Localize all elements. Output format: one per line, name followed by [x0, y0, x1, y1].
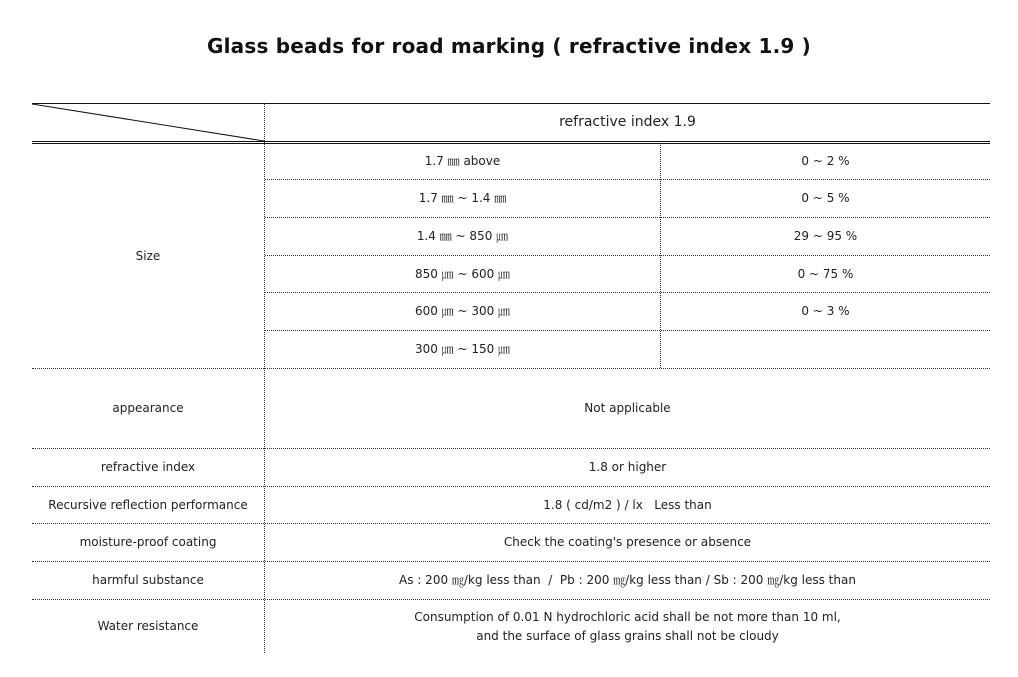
refractive-index-label: refractive index	[100, 460, 196, 474]
header-corner-diagonal	[32, 103, 265, 142]
water-resistance-value	[265, 600, 990, 653]
size-label: Size	[135, 248, 161, 263]
size-value-cell: 29 ~ 95 %	[793, 229, 858, 243]
size-range-cell: 1.4 ㎜ ~ 850 ㎛	[416, 229, 509, 243]
page-title: Glass beads for road marking ( refractive index 1.9 )	[206, 34, 812, 58]
moisture-proof-coating-value: Check the coating's presence or absence	[503, 535, 752, 549]
harmful-substance-label: harmful substance	[92, 573, 204, 587]
size-value-cell: 0 ~ 75 %	[797, 266, 854, 281]
refractive-index-value: 1.8 or higher	[588, 460, 667, 474]
size-value-cell	[661, 331, 990, 368]
moisture-proof-coating-label: moisture-proof coating	[79, 535, 217, 549]
size-range-cell: 300 ㎛ ~ 150 ㎛	[414, 342, 511, 356]
appearance-value: Not applicable	[584, 401, 671, 415]
water-resistance-label: Water resistance	[97, 619, 199, 633]
harmful-substance-value: As : 200 ㎎/kg less than / Pb : 200 ㎎/kg less than / Sb : 200 ㎎/kg less than	[399, 573, 856, 587]
water-resistance-line: Consumption of 0.01 N hydrochloric acid shall be not more than 10 ml,	[414, 609, 841, 624]
appearance-label: appearance	[112, 401, 184, 415]
size-range-cell: 1.7 ㎜ above	[424, 154, 501, 168]
column-header: refractive index 1.9	[559, 114, 696, 130]
spec-table	[32, 103, 990, 653]
size-value-cell: 0 ~ 3 %	[801, 304, 850, 318]
size-range-cell: 600 ㎛ ~ 300 ㎛	[414, 304, 511, 318]
size-range-cell: 850 ㎛ ~ 600 ㎛	[414, 266, 511, 281]
size-range-cell: 1.7 ㎜ ~ 1.4 ㎜	[418, 191, 507, 205]
reflection-performance-label: Recursive reflection performance	[48, 497, 248, 512]
size-value-cell: 0 ~ 5 %	[801, 191, 850, 205]
reflection-performance-value: 1.8 ( cd/m2 ) / lx Less than	[543, 497, 712, 512]
water-resistance-line: and the surface of glass grains shall not be cloudy	[476, 628, 779, 643]
size-value-cell: 0 ~ 2 %	[801, 154, 850, 168]
